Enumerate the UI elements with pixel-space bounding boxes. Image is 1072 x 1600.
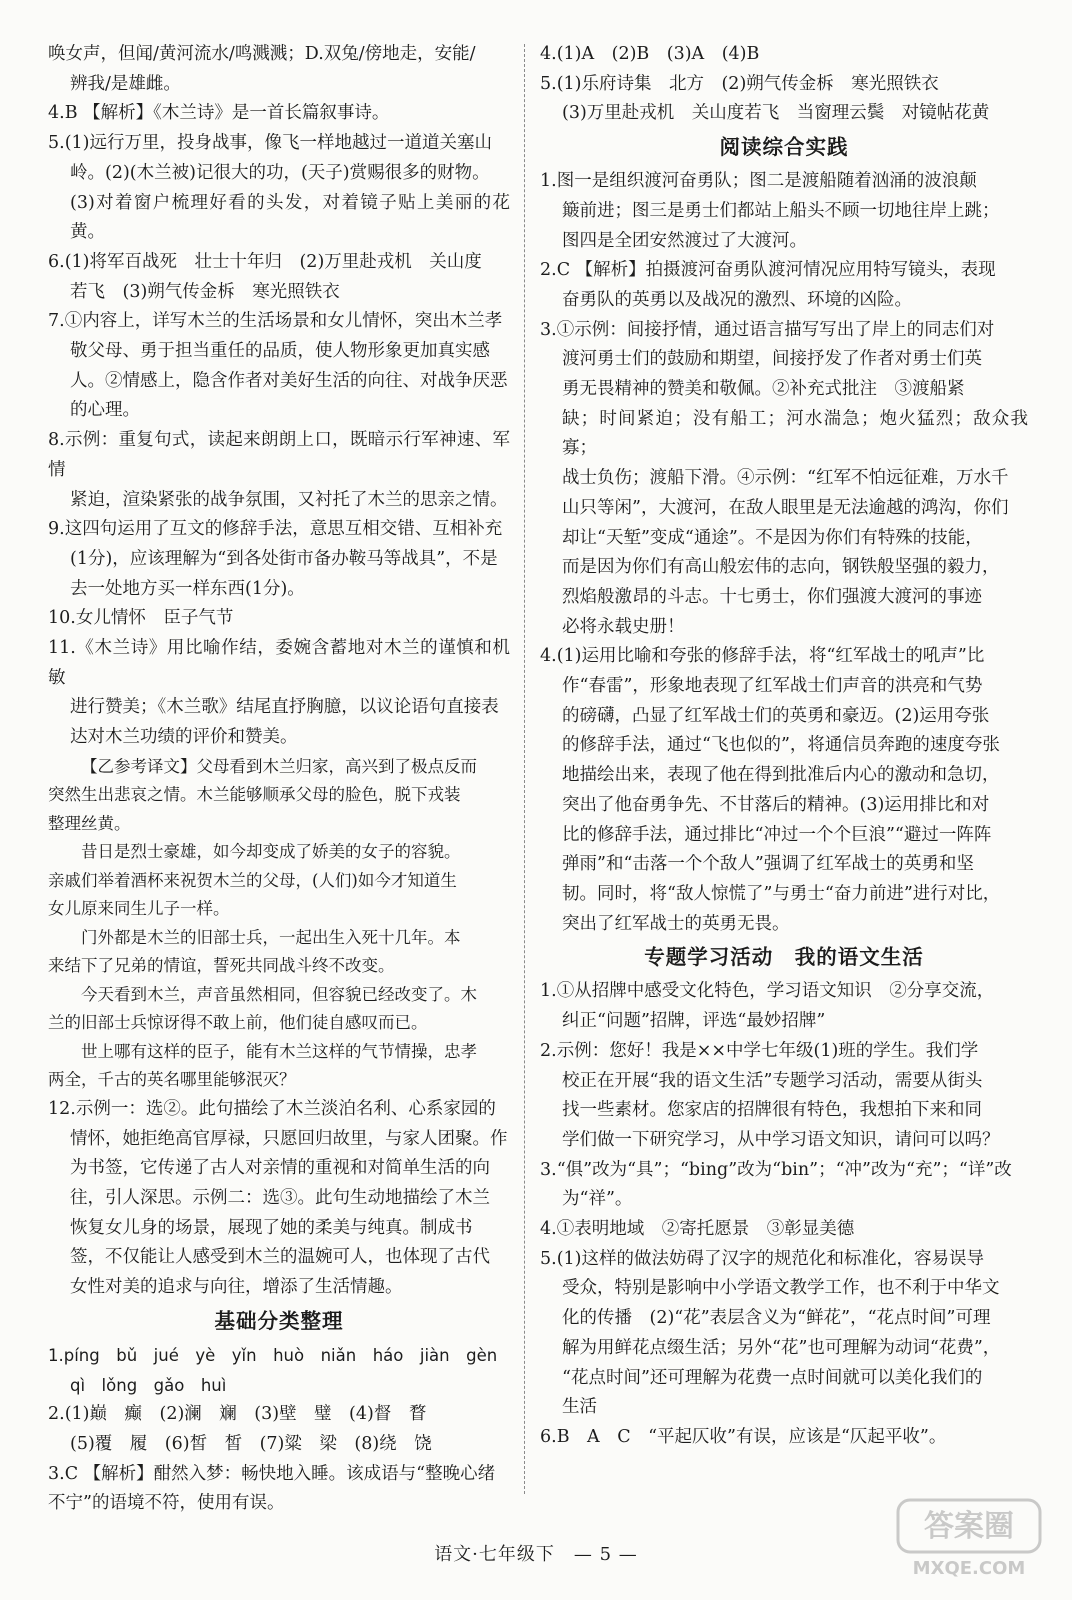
section-heading: 专题学习活动 我的语文生活: [644, 945, 924, 970]
answer-line: 2.C 【解析】拍摄渡河奋勇队渡河情况应用特写镜头，表现: [540, 260, 996, 281]
answer-line: 4.(1)运用比喻和夸张的修辞手法，将“红军战士的吼声”比: [540, 646, 985, 667]
answer-line: 达对木兰功绩的评价和赞美。: [70, 727, 298, 748]
answer-line: 11.《木兰诗》用比喻作结，委婉含蓄地对木兰的谨慎和机敏: [48, 638, 510, 688]
answer-line: 纠正“问题”招牌，评选“最妙招牌”: [562, 1011, 826, 1032]
answer-line: 簸前进；图三是勇士们都站上船头不顾一切地往岸上跳；: [562, 200, 1000, 221]
answer-line: 女儿原来同生儿子一样。: [48, 899, 230, 919]
answer-line: 学们做一下研究学习，从中学习语文知识，请问可以吗？: [562, 1129, 1000, 1150]
answer-line: 解为用鲜花点缀生活；另外“花”也可理解为动词“花费”，: [562, 1337, 1001, 1358]
answer-line: 进行赞美；《木兰歌》结尾直抒胸臆，以议论语句直接表: [70, 697, 499, 718]
answer-line: 2.(1)巅 癫 (2)澜 斓 (3)壁 璧 (4)督 瞀: [48, 1404, 427, 1425]
answer-line: 往，引人深思。示例二：选③。此句生动地描绘了木兰: [70, 1187, 490, 1208]
answer-line: 【乙参考译文】父母看到木兰归家，高兴到了极点反而: [81, 756, 477, 776]
answer-line: 10.女儿情怀 臣子气节: [48, 608, 234, 629]
answer-line: 不宁”的语境不符，使用有误。: [48, 1493, 285, 1514]
answer-line: 突然生出悲哀之情。木兰能够顺承父母的脸色，脱下戎装: [48, 785, 461, 805]
answer-line: “花点时间”还可理解为花费一点时间就可以美化我们的: [562, 1367, 983, 1388]
answer-line: 门外都是木兰的旧部士兵，一起出生入死十几年。本: [81, 927, 461, 947]
answer-line: 5.(1)这样的做法妨碍了汉字的规范化和标准化，容易误导: [540, 1248, 984, 1269]
answer-line: 去一处地方买一样东西(1分)。: [70, 578, 305, 599]
answer-line: (5)覆 履 (6)皙 皙 (7)粱 梁 (8)绕 饶: [70, 1433, 432, 1454]
answer-line: 而是因为你们有高山般宏伟的志向，钢铁般坚强的毅力，: [562, 557, 1000, 578]
answer-line: 渡河勇士们的鼓励和期望，间接抒发了作者对勇士们英: [562, 349, 982, 370]
answer-line: 女性对美的追求与向往，增添了生活情趣。: [70, 1277, 403, 1298]
answer-line: 唤女声，但闻/黄河流水/鸣溅溅；D.双兔/傍地走，安能/: [48, 44, 476, 64]
answer-line: 的心理。: [70, 400, 140, 421]
answer-line: 山只等闲”，大渡河，在敌人眼里是无法逾越的鸿沟，你们: [562, 497, 1009, 518]
answer-line: 若飞 (3)朔气传金柝 寒光照铁衣: [70, 281, 340, 302]
left-column: [48, 40, 510, 1519]
answer-line: (3)万里赴戎机 关山度若飞 当窗理云鬓 对镜帖花黄: [562, 103, 990, 124]
answer-line: 2.示例：您好！我是××中学七年级(1)班的学生。我们学: [540, 1040, 979, 1061]
answer-line: 来结下了兄弟的情谊，誓死共同战斗终不改变。: [48, 956, 395, 976]
answer-line: 4.①表明地域 ②寄托愿景 ③彰显美德: [540, 1219, 855, 1240]
answer-line: 4.B 【解析】《木兰诗》是一首长篇叙事诗。: [48, 103, 390, 124]
answer-line: 战士负伤；渡船下滑。④示例：“红军不怕远征难，万水千: [562, 468, 1009, 489]
answer-line: 情怀，她拒绝高官厚禄，只愿回归故里，与家人团聚。作: [70, 1128, 508, 1149]
answer-line: 昔日是烈士豪雄，如今却变成了娇美的女子的容貌。: [81, 842, 461, 862]
svg-text:答案圈: 答案圈: [924, 1509, 1014, 1544]
answer-line: 作“春雷”，形象地表现了红军战士们声音的洪亮和气势: [562, 676, 983, 697]
answer-line: 突出了他奋勇争先、不甘落后的精神。(3)运用排比和对: [562, 794, 990, 815]
answer-line: 图四是全团安然渡过了大渡河。: [562, 230, 807, 251]
answer-line: 3.C 【解析】酣然入梦：畅快地入睡。该成语与“整晚心绪: [48, 1463, 496, 1484]
answer-line: 3.①示例：间接抒情，通过语言描写写出了岸上的同志们对: [540, 319, 995, 340]
answer-line: 6.(1)将军百战死 壮士十年归 (2)万里赴戎机 关山度: [48, 251, 482, 272]
answer-line: 兰的旧部士兵惊讶得不敢上前，他们徒自感叹而已。: [48, 1013, 428, 1033]
answer-line: 为“祥”。: [562, 1189, 633, 1210]
answer-line: 两全，千古的英名哪里能够泯灭？: [48, 1070, 296, 1090]
answer-line: 签，不仅能让人感受到木兰的温婉可人，也体现了古代: [70, 1247, 490, 1268]
answer-line: 1.píng bǔ jué yè yǐn huò niǎn háo jiàn gèn: [48, 1345, 498, 1365]
answer-line: 弹雨”和“击落一个个敌人”强调了红军战士的英勇和坚: [562, 854, 974, 875]
answer-line: 勇无畏精神的赞美和敬佩。②补充式批注 ③渡船紧: [562, 379, 965, 400]
answer-line: 辨我/是雄雌。: [70, 73, 181, 94]
answer-line: 5.(1)远行万里，投身战事，像飞一样地越过一道道关塞山: [48, 133, 492, 154]
answer-line: 的修辞手法，通过“飞也似的”，将通信员奔跑的速度夸张: [562, 735, 1000, 756]
answer-line: 地描绘出来，表现了他在得到批准后内心的激动和急切，: [562, 765, 1000, 786]
answer-line: 受众，特别是影响中小学语文教学工作，也不利于中华文: [562, 1278, 1000, 1299]
answer-line: (1分)，应该理解为“到各处街市备办鞍马等战具”，不是: [70, 548, 498, 569]
answer-line: 1.①从招牌中感受文化特色，学习语文知识 ②分享交流，: [540, 981, 995, 1002]
answer-line: 为书签，它传递了古人对亲情的重视和对简单生活的向: [70, 1158, 490, 1179]
answer-line: 岭。(2)(木兰被)记很大的功，(天子)赏赐很多的财物。: [70, 162, 490, 183]
answer-line: 却让“天堑”变成“通途”。不是因为你们有特殊的技能，: [562, 527, 983, 548]
answer-line: 烈焰般激昂的斗志。十七勇士，你们强渡大渡河的事迹: [562, 586, 982, 607]
answer-line: 恢复女儿身的场景，展现了她的柔美与纯真。制成书: [70, 1217, 473, 1238]
answer-line: 9.这四句运用了互文的修辞手法，意思互相交错、互相补充: [48, 519, 503, 540]
section-heading: 基础分类整理: [214, 1308, 344, 1333]
answer-line: 韧。同时，将“敌人惊慌了”与勇士“奋力前进”进行对比，: [562, 883, 1001, 904]
answer-line: 亲戚们举着酒杯来祝贺木兰的父母，(人们)如今才知道生: [48, 870, 457, 890]
answer-line: 生活: [562, 1397, 597, 1418]
answer-line: 今天看到木兰，声音虽然相同，但容貌已经改变了。木: [81, 984, 477, 1004]
answer-line: 缺；时间紧迫；没有船工；河水湍急；炮火猛烈；敌众我寡；: [562, 408, 1028, 459]
answer-line: 必将永载史册！: [562, 616, 685, 637]
answer-line: 校正在开展“我的语文生活”专题学习活动，需要从街头: [562, 1070, 983, 1091]
answer-line: 比的修辞手法，通过排比“冲过一个个巨浪”“避过一阵阵: [562, 824, 992, 845]
answer-line: 4.(1)A (2)B (3)A (4)B: [540, 44, 760, 64]
answer-line: 敬父母、勇于担当重任的品质，使人物形象更加真实感: [70, 341, 490, 362]
page-footer: 语文·七年级下 — 5 —: [434, 1544, 638, 1565]
answer-line: 12.示例一：选②。此句描绘了木兰淡泊名利、心系家园的: [48, 1098, 496, 1119]
answer-line: 6.B A C “平起仄收”有误，应该是“仄起平收”。: [540, 1426, 947, 1447]
section-heading: 阅读综合实践: [719, 135, 849, 160]
svg-text:MXQE.COM: MXQE.COM: [912, 1558, 1026, 1579]
answer-line: 化的传播 (2)“花”表层含义为“鲜花”，“花点时间”可理: [562, 1308, 991, 1329]
answer-line: 的磅礴，凸显了红军战士们的英勇和豪迈。(2)运用夸张: [562, 705, 990, 726]
answer-line: 5.(1)乐府诗集 北方 (2)朔气传金柝 寒光照铁衣: [540, 73, 939, 94]
column-divider: [524, 44, 525, 1494]
watermark-logo: [894, 1496, 1044, 1582]
right-column: [540, 40, 1028, 1453]
answer-line: (3)对着窗户梳理好看的头发，对着镜子贴上美丽的花黄。: [70, 192, 510, 243]
answer-line: 7.①内容上，详写木兰的生活场景和女儿情怀，突出木兰孝: [48, 311, 503, 332]
answer-line: 整理丝黄。: [48, 813, 131, 833]
answer-line: 奋勇队的英勇以及战况的激烈、环境的凶险。: [562, 289, 912, 310]
answer-line: 8.示例：重复句式，读起来朗朗上口，既暗示行军神速、军情: [48, 430, 510, 480]
answer-line: 世上哪有这样的臣子，能有木兰这样的气节情操，忠孝: [81, 1041, 477, 1061]
answer-line: 3.“俱”改为“具”；“bing”改为“bin”；“冲”改为“充”；“详”改: [540, 1159, 1012, 1180]
answer-line: 1.图一是组织渡河奋勇队；图二是渡船随着汹涌的波浪颠: [540, 171, 977, 192]
answer-line: 找一些素材。您家店的招牌很有特色，我想拍下来和同: [562, 1100, 982, 1121]
answer-line: qì lǒng gǎo huì: [70, 1375, 227, 1395]
answer-line: 突出了红军战士的英勇无畏。: [562, 913, 790, 934]
answer-line: 紧迫，渲染紧张的战争氛围，又衬托了木兰的思亲之情。: [70, 489, 508, 510]
answer-line: 人。②情感上，隐含作者对美好生活的向往、对战争厌恶: [70, 370, 508, 391]
